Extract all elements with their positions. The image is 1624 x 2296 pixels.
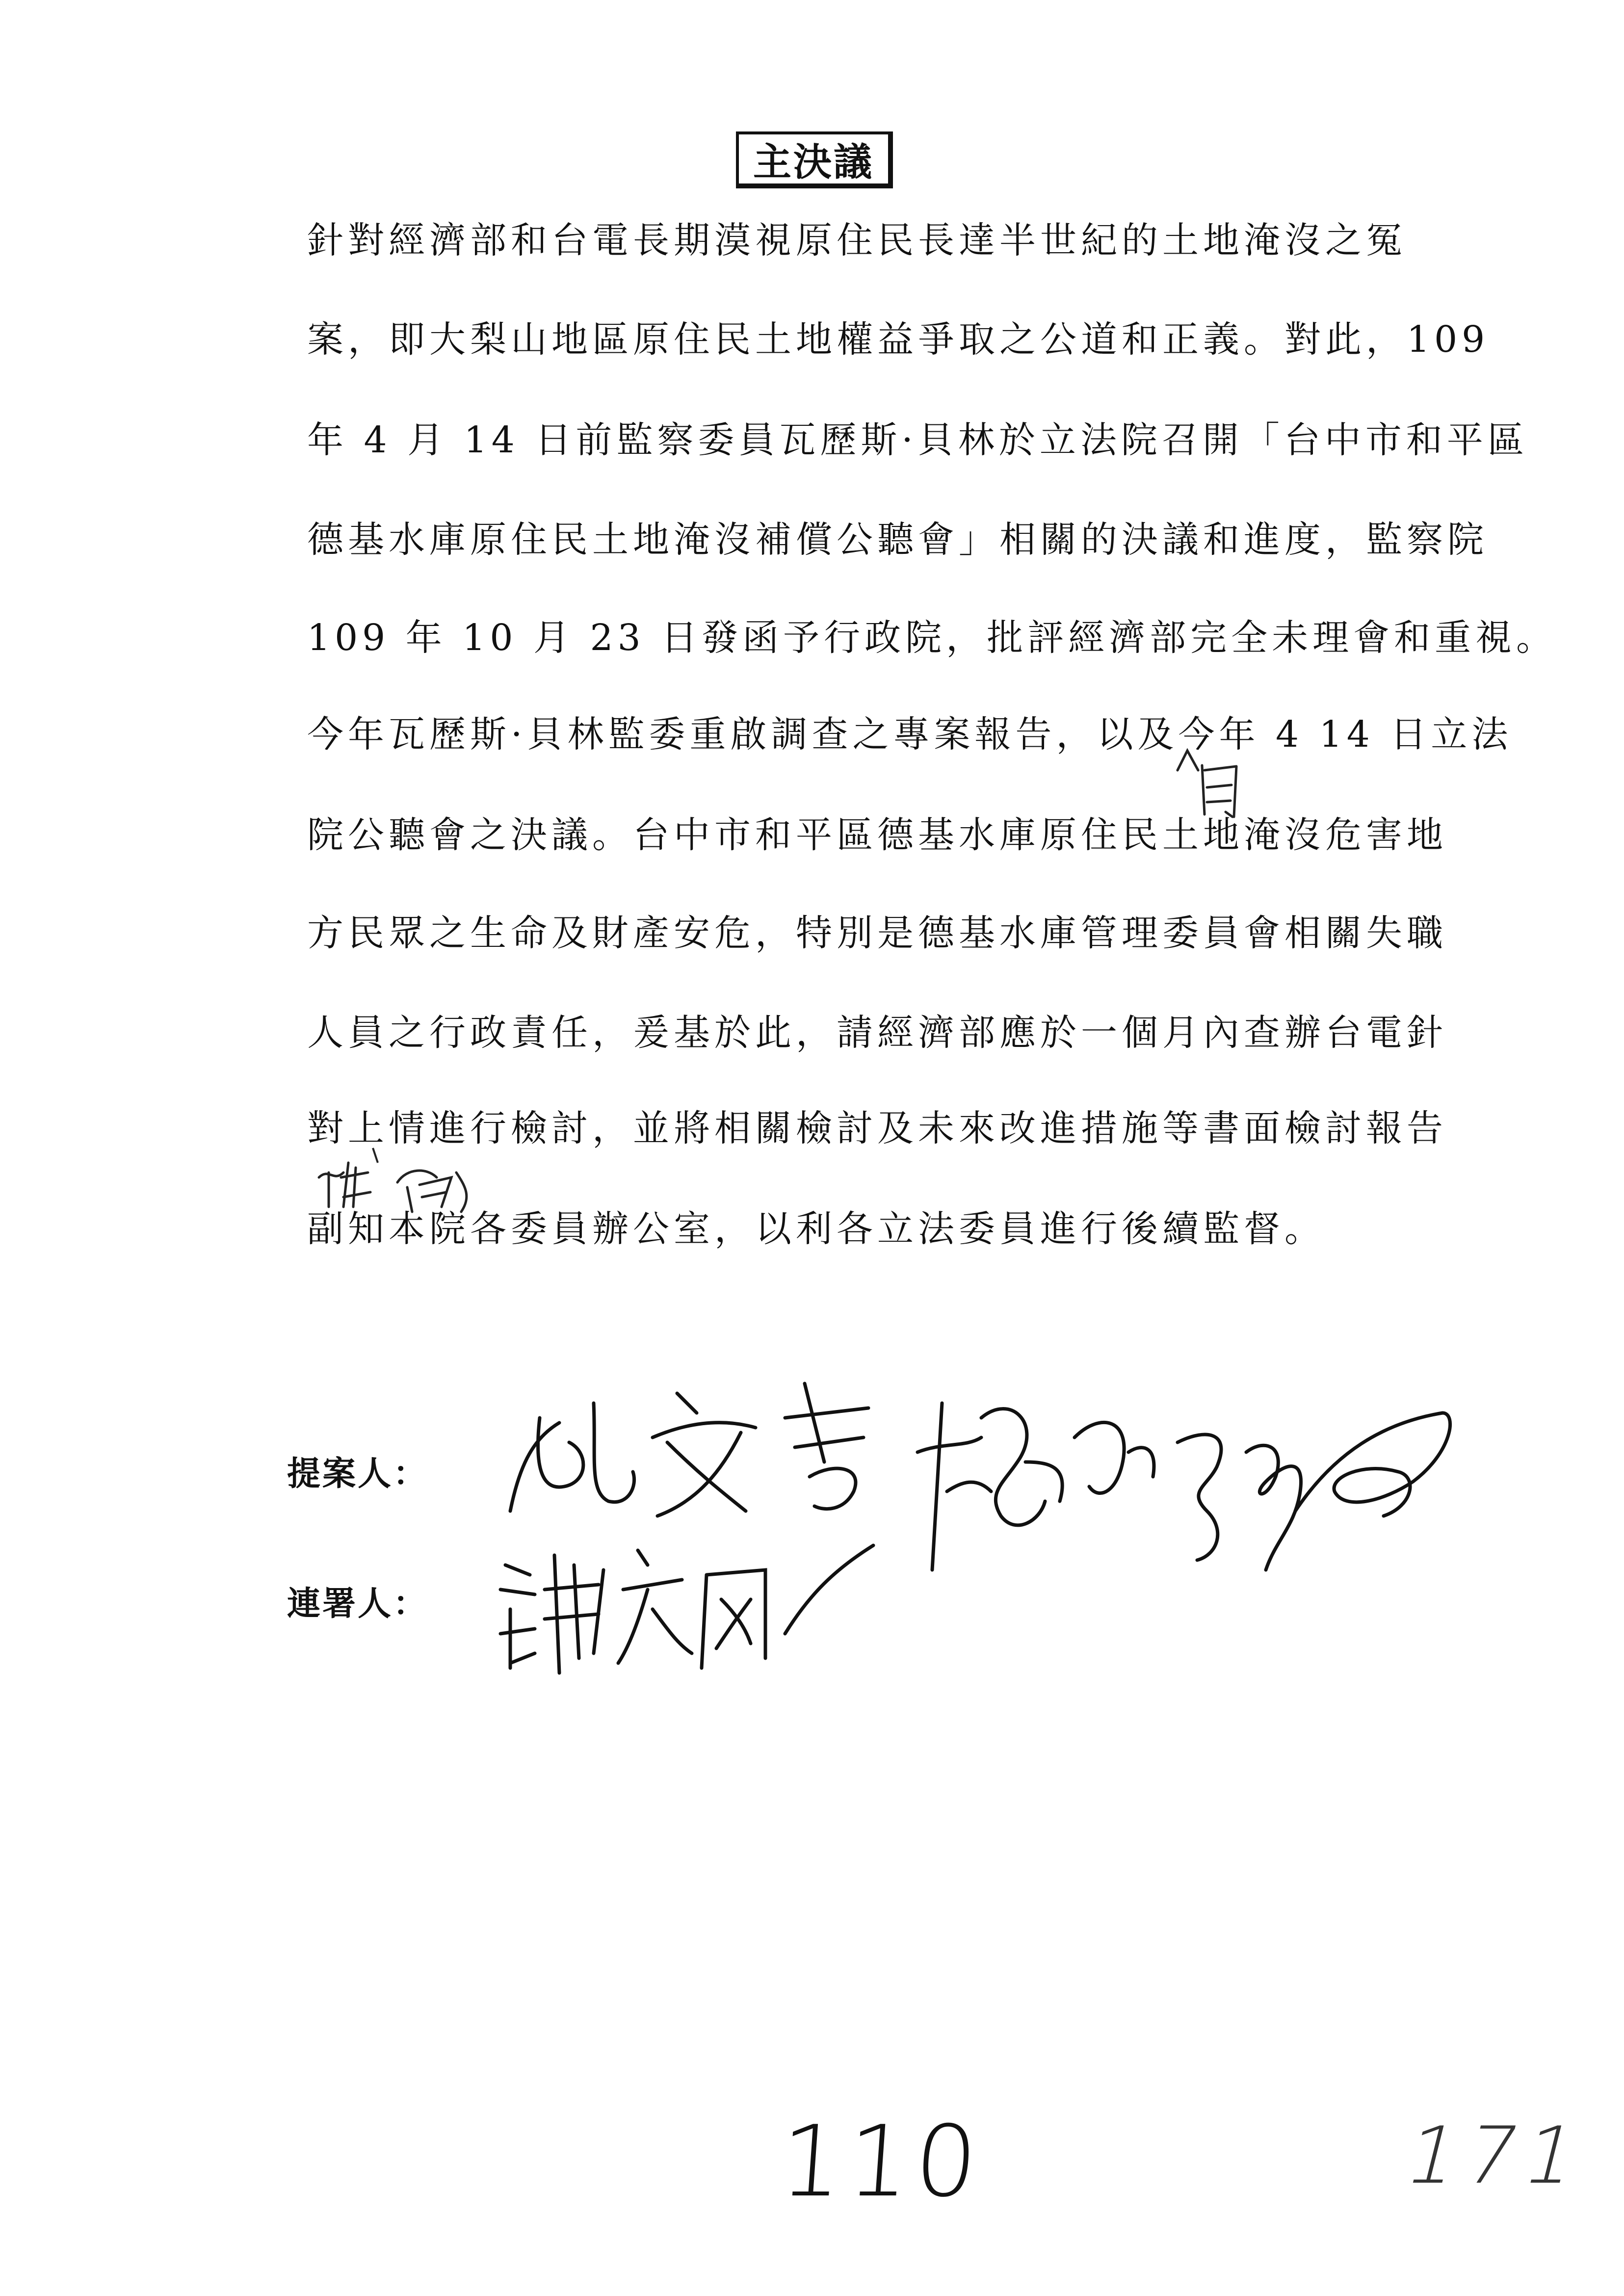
body-line: 今年瓦歷斯·貝林監委重啟調查之專案報告，以及今年 4 14 日立法 — [307, 713, 1513, 756]
body-line: 109 年 10 月 23 日發函予行政院，批評經濟部完全未理會和重視。 — [307, 617, 1557, 659]
body-line: 副知本院各委員辦公室，以利各立法委員進行後續監督。 — [307, 1208, 1325, 1250]
handwritten-insert-line10 — [314, 1143, 481, 1217]
proposer-label: 提案人： — [287, 1455, 429, 1493]
body-line: 對上情進行檢討，並將相關檢討及未來改進措施等書面檢討報告 — [307, 1107, 1447, 1149]
document-title: 主決議 — [753, 140, 874, 184]
handwritten-insert-month — [1168, 736, 1251, 829]
body-line: 案，即大梨山地區原住民土地權益爭取之公道和正義。對此，109 — [307, 318, 1490, 361]
page-number-handwritten-alt: 171 — [1396, 2110, 1596, 2201]
body-line: 院公聽會之決議。台中市和平區德基水庫原住民土地淹沒危害地 — [307, 814, 1447, 856]
page-number-handwritten: 110 — [776, 2105, 986, 2219]
third-signature — [913, 1364, 1462, 1594]
title-box — [736, 131, 893, 188]
proposer-signature — [491, 1364, 913, 1540]
body-line: 人員之行政責任，爰基於此，請經濟部應於一個月內查辦台電針 — [307, 1012, 1447, 1054]
cosigner-signature — [491, 1536, 883, 1683]
body-line: 德基水庫原住民土地淹沒補償公聽會」相關的決議和進度，監察院 — [307, 519, 1488, 561]
body-line: 年 4 月 14 日前監察委員瓦歷斯·貝林於立法院召開「台中市和平區 — [307, 419, 1528, 461]
body-line: 方民眾之生命及財產安危，特別是德基水庫管理委員會相關失職 — [307, 912, 1447, 954]
cosigner-label: 連署人： — [287, 1585, 429, 1623]
body-line: 針對經濟部和台電長期漠視原住民長達半世紀的土地淹沒之冤 — [307, 219, 1407, 261]
